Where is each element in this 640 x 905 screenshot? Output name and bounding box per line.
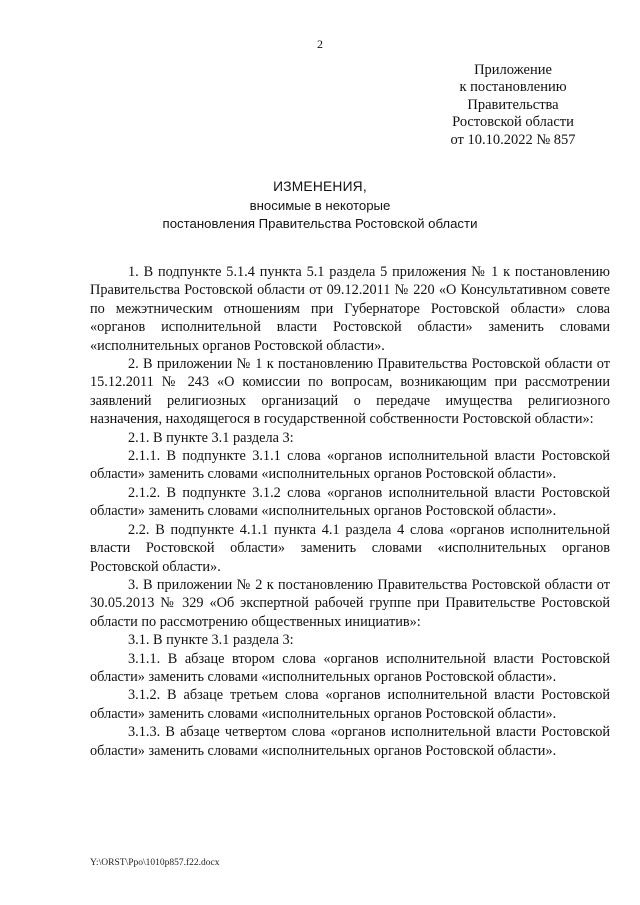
paragraph: 3.1.3. В абзаце четвертом слова «органов исполнительной власти Ростовской области» заменить словами «исполнительных органов Ростовской области».	[90, 724, 610, 759]
paragraph: 2.1. В пункте 3.1 раздела 3:	[128, 429, 294, 446]
paragraph: 3.1. В пункте 3.1 раздела 3:	[128, 632, 294, 649]
paragraph: 2.1.2. В подпункте 3.1.2 слова «органов исполнительной власти Ростовской области» заменить словами «исполнительных органов Ростовской области».	[90, 484, 610, 520]
document-title	[0, 178, 640, 234]
appendix-line: Приложение	[474, 62, 552, 78]
title-line: постановления Правительства Ростовской области	[162, 216, 478, 231]
paragraph: 2.2. В подпункте 4.1.1 пункта 4.1 раздела 4 слова «органов исполнительной власти Ростовской области» заменить словами «исполнительных органов Ростовской области».	[90, 521, 610, 575]
paragraph: 1. В подпункте 5.1.4 пункта 5.1 раздела 5 приложения № 1 к постановлению Правительства Ростовской области от 09.12.2011 № 220 «О Консультативном совете по межэтническим отношениям при Губернаторе Ростовской области» слова «органов исполнительной власти Ростовской области» заменить словами «исполнительных органов Ростовской области».	[90, 264, 610, 354]
title-line: вносимые в некоторые	[249, 197, 391, 213]
title-heading: ИЗМЕНЕНИЯ,	[273, 179, 367, 194]
appendix-block	[428, 62, 598, 149]
footer-file-path: Y:\ORST\Ppo\1010p857.f22.docx	[90, 858, 220, 868]
paragraph: 3.1.2. В абзаце третьем слова «органов исполнительной власти Ростовской области» заменить словами «исполнительных органов Ростовской области».	[90, 687, 610, 722]
appendix-line: к постановлению	[459, 79, 567, 96]
paragraph: 2.1.1. В подпункте 3.1.1 слова «органов исполнительной власти Ростовской области» заменить словами «исполнительных органов Ростовской области».	[90, 448, 610, 483]
paragraph: 3.1.1. В абзаце втором слова «органов исполнительной власти Ростовской области» заменить словами «исполнительных органов Ростовской области».	[90, 650, 610, 685]
document-body	[90, 263, 610, 760]
paragraph: 3. В приложении № 2 к постановлению Правительства Ростовской области от 30.05.2013 № 329 «Об экспертной рабочей группе при Правительстве Ростовской области по рассмотрению общественных инициатив»:	[90, 576, 610, 630]
page-number: 2	[317, 37, 323, 51]
paragraph: 2. В приложении № 1 к постановлению Правительства Ростовской области от 15.12.2011 № 243 «О комиссии по вопросам, возникающим при рассмотрении заявлений религиозных организаций о передаче имущества религиозного назначения, находящегося в государственной собственности Ростовской области»:	[90, 356, 610, 428]
appendix-line: Правительства	[467, 96, 559, 113]
appendix-line: от 10.10.2022 № 857	[450, 131, 576, 148]
appendix-line: Ростовской области	[452, 114, 574, 131]
